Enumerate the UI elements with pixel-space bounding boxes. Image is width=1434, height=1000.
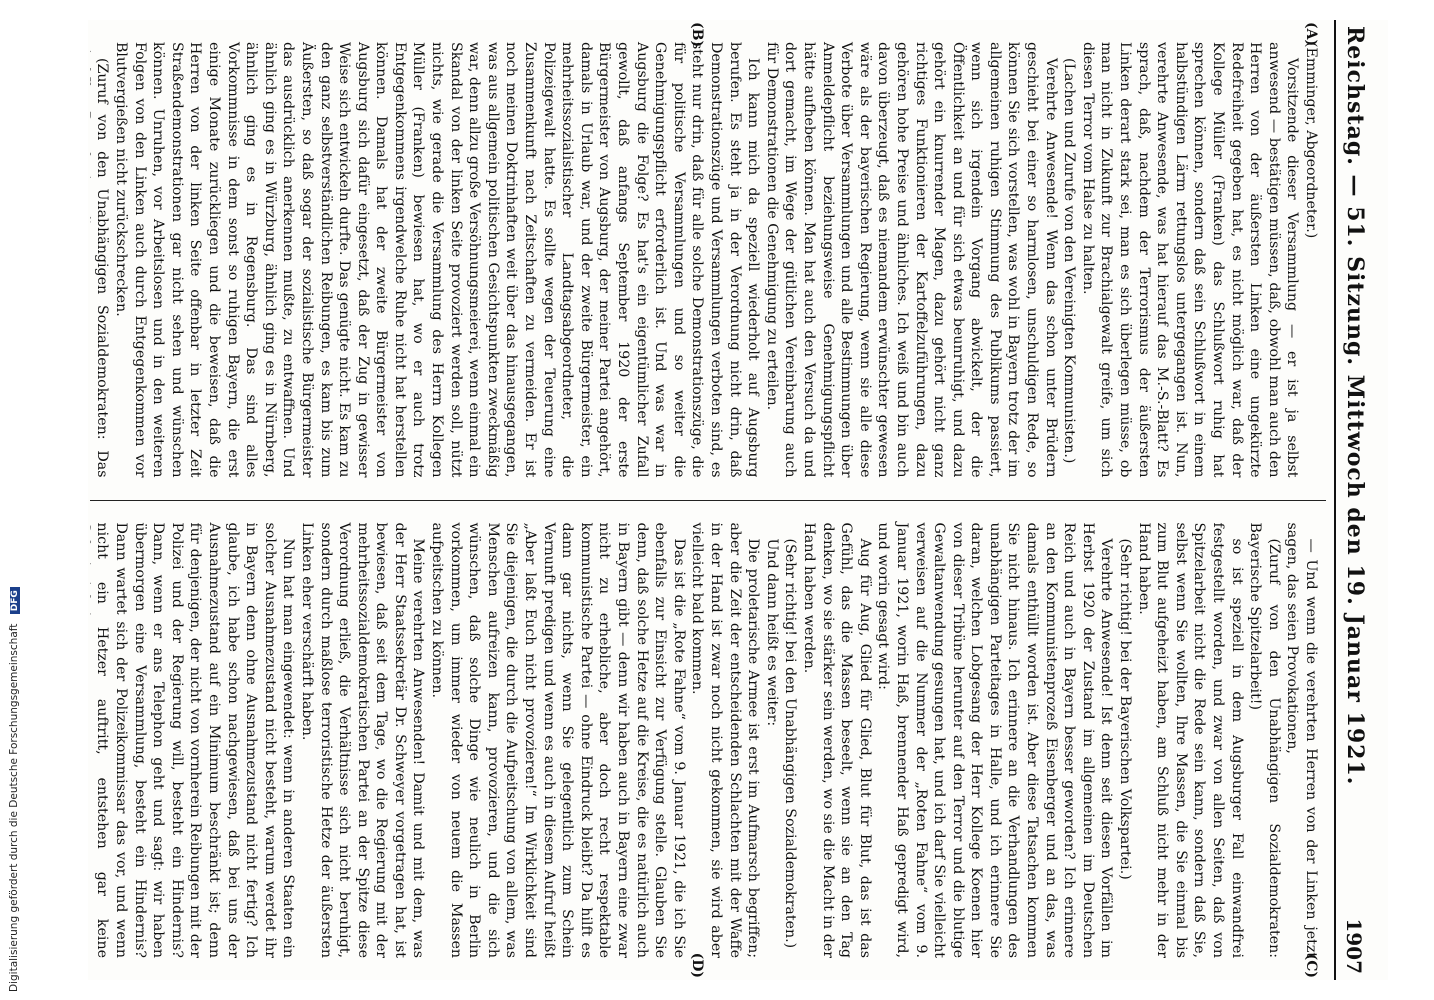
digitization-credit bbox=[8, 0, 26, 1000]
paragraph: (Sehr richtig! bei der Bayerischen Volkspartei.) bbox=[1117, 538, 1134, 880]
paragraph: Und dann heißt es weiter: bbox=[763, 538, 780, 727]
paragraph: Nun hat man eingewendet: wenn in anderen Staaten ein solcher Ausnahmezustand nicht besteht, warum werdet ihr in Bayern denn ohne Ausnahmezustand nicht fertig? Ich glaube, ich habe schon nachgewiesen, daß bei uns der Ausnahmezustand auf ein Minimum beschränkt ist; denn für denjenigen, der nicht von vornherein Reibungen mit der Polizei und der Regierung will, besteht ein Hindernis? Dann, wenn er ans Telephon geht und sagt: wir haben übermorgen eine Versammlung, besteht ein Hindernis? Dann wartet sich der Polizeikommissar das vor, und wenn nicht ein Hetzer auftritt, entstehen gar keine bbox=[94, 522, 297, 958]
paragraph: Das ist die „Rote Fahne“ vom 9. Januar 1921, die ich Sie ebenfalls zur Einsicht zur Verfügung stelle. Glauben Sie denn, daß solche Hetze auf die Kreise, die es natürlich auch in Bayern gibt — denn wir haben auch in Bayern eine zwar nicht zu erhebliche, aber doch recht respektable kommunistische Partei — ohne Eindruck bleibt? Da hilft es dann gar nichts, wenn Sie gelegentlich zum Schein Vernunft predigen und wenn es auch in diesem Aufruf heißt „Aber laßt Euch nicht provozieren!“ Im Wirklichkeit sind Sie diejenigen, die durch die Aufpeitschung von allem, was Menschen aufreizen kann, provozieren, und die sich wünschen, daß solche Dinge wie neulich in Berlin vorkommen, um immer wieder von neuem die Massen aufpeitschen zu können. bbox=[429, 522, 687, 958]
margin-letter-d: (D) bbox=[689, 952, 705, 978]
paragraph: Die proletarische Armee ist erst im Aufmarsch begriffen; aber die Zeit der entscheidenden Schlachten mit der Waffe in der Hand ist zwar noch nicht gekommen, sie wird aber vielleicht bald kommen. bbox=[689, 522, 762, 958]
margin-letter-a: (A) bbox=[1303, 22, 1319, 47]
paragraph: — Und wenn die verehrten Herren von der Linken jetzt sagen, das seien Provokationen, bbox=[1284, 522, 1319, 958]
document-page bbox=[88, 20, 1388, 980]
margin-letter-b: (B) bbox=[689, 22, 705, 48]
paragraph: Vorsitzende dieser Versammlung — er ist ja selbst anwesend — bestätigen müssen, daß, obwohl man auch den Herren von der äußersten Linken eine ungekürzte Redefreiheit gegeben hat, es nicht möglich war, daß der Kollege Müller (Franken) das Schlußwort ruhig hat sprechen können, sondern daß sein Schlußwort in einem halbstündigen Lärm rettungslos untergegangen ist. Nun, verehrte Anwesende, was hat hierauf das M.-S.-Blatt? Es sprach, daß, nachdem der Terrorismus der äußersten Linken derart stark sei, man es sich überlegen müsse, ob man nicht in Zukunft zur Brachialgewalt greife, um sich diesen Terror vom Halse zu halten. bbox=[1079, 42, 1301, 478]
paragraph: Ich kann mich da speziell wiederholt auf Augsburg berufen. Es steht ja in der Verordnung nicht drin, daß Demonstrationszüge und Versammlungen verboten sind, es steht nur drin, daß für alle solche Demonstrationszüge, die für politische Versammlungen und so weiter die Genehmigungspflicht erforderlich ist. Und was war in Augsburg die Folge? Es hat's ein eigentümlicher Zufall gewollt, daß anfangs September 1920 der erste Bürgermeister von Augsburg, der meiner Partei angehört, damals in Urlaub war, und der zweite Bürgermeister, ein mehrheitssozialistischer Landtagsabgeordneter, die Polizeigewalt hatte. Es sollte wegen der Teuerung eine Zusammenkunft nach Zeitschaften zu vermeiden. Er ist noch meinen Doktrinhaften weit über das hinausgegangen, was aus allgemein politischen Gesichtspunkten zweckmäßig war, denn allzu große Versöhnungsmeierei, wenn einmal ein Skandal von der linken Seite provoziert werden soll, nützt nichts, wie gerade die Versammlung des Herrn Kollegen Müller (Franken) bewiesen hat, wo er auch trotz Entgegenkommens irgendwelche Ruhe nicht hat herstellen können. Damals hat der zweite Bürgermeister von Augsburg sich dafür eingesetzt, daß der Zug in gewisser Weise sich entwickeln durfte. Das genügte nicht. Es kam zu den ganz selbstverständlichen Reibungen, es kam bis zum Äußersten, so daß sogar der sozialistische Bürgermeister das ausdrücklich anerkennen mußte, zu entwaffnen. Und ähnlich ging es in Würzburg, ähnlich ging es in Nürnberg, ähnlich ging es in Regensburg. Das sind alles Vorkommnisse in dem sonst so ruhigen Bayern, die erst einige Monate zurückliegen und die beweisen, daß die Herren von der linken Seite offenbar in letzter Zeit Straßendemonstrationen gar nicht sehen und wünschen können. Unruhen, vor Arbeitslosen und in den weiteren Folgen von den Linken auch durch Entgegenkommen vor Blutvergießen nicht zurückschrecken. bbox=[113, 42, 762, 478]
dfg-logo: DFG bbox=[10, 587, 20, 614]
left-column bbox=[90, 20, 1326, 500]
page-header bbox=[1334, 20, 1388, 980]
paragraph: (Zuruf von den Unabhängigen Sozialdemokraten: Das bbox=[94, 58, 111, 478]
credit-text: Digitalisierung gefördert durch die Deutsche Forschungsgemeinschaft bbox=[8, 623, 20, 992]
margin-letter-c: (C) bbox=[1303, 953, 1319, 978]
paragraph: (Lachen und Zurufe von den Vereinigten Kommunisten.) bbox=[1061, 58, 1078, 464]
paragraph: Verehrte Anwesende! Ist denn seit diesen Vorfällen im Herbst 1920 der Zustand im allgemeinen im Deutschen Reich und auch in Bayern besser geworden? Ich erinnere an den Kommunistenprozeß Eisenberger und an das, was damals enthüllt worden ist. Aber diese Tatsachen kommen Sie nicht hinaus. Ich erinnere an die Verhandlungen des unabhängigen Parteitages in Halle, und ich erinnere Sie daran, welchen Lobgesang der Herr Kollege Koenen hier von dieser Tribüne herunter auf den Terror und die blutige Gewaltanwendung gesungen hat, und ich darf Sie vielleicht verweisen auf die Nummer der „Roten Fahne“ vom 9. Januar 1921, worin Haß, brennender Haß gepredigt wird, und worin gesagt wird: bbox=[875, 522, 1115, 958]
paragraph: Meine verehrten Anwesenden! Damit und mit dem, was der Herr Staatssekretär Dr. Schweyer vorgetragen hat, ist bewiesen, daß seit dem Tage, wo die Regierung mit der mehrheitssozialdemokratischen Partei an der Spitze diese Verordnung erließ, die Verhältnisse sich nicht beruhigt, sondern durch maßlose terroristische Hetze der äußersten Linken eher verschärft haben. bbox=[298, 522, 427, 958]
page-title: Reichstag. — 51. Sitzung. Mittwoch den 19. Januar 1921. bbox=[1342, 26, 1368, 786]
paragraph: (Sehr richtig! bei den Unabhängigen Sozialdemokraten.) bbox=[782, 538, 799, 949]
paragraph: Verehrte Anwesende! Wenn das schon unter Brüdern geschieht bei einer so harmlosen, unschuldigen Rede, so können Sie sich vorstellen, was wohl in Bayern trotz der im allgemeinen ruhigen Stimmung des Publikums passiert, wenn sich irgendein Vorgang abwickelt, der die Öffentlichkeit an und für sich etwas beunruhigt, und dazu gehört ein knurrender Magen, dazu gehört nicht ganz richtiges Funktionieren der Kartoffelzuführungen, dazu gehören hohe Preise und ähnliches. Ich weiß und bin auch davon überzeugt, daß es niemandem erwünschter gewesen wäre als der bayerischen Regierung, wenn sie alle diese Verbote über Versammlungen und alle Bestimmungen über Anmeldepflicht beziehungsweise Genehmigungspflicht hätte aufheben können. Man hat auch den Versuch da und dort gemacht, im Wege der gütlichen Vereinbarung auch für Demonstrationen die Genehmigung zu erteilen. bbox=[763, 42, 1059, 478]
paragraph: so ist speziell in dem Augsburger Fall einwandfrei festgestellt worden, und zwar von allen Seiten, daß von Spitzelarbeit nicht die Rede sein kann, sondern daß Sie, selbst wenn Sie wollten, Ihre Massen, die Sie einmal bis zum Blut aufgeheizt haben, am Schluß nicht mehr in der Hand haben. bbox=[1135, 522, 1245, 958]
page-number: 1907 bbox=[1342, 918, 1366, 974]
paragraph: Aug für Aug, Glied für Glied, Blut für Blut, das ist das Gefühl, das die Massen beseelt, wenn sie an den Tag denken, wo sie stärker sein werden, wo sie die Macht in der Hand haben werden. bbox=[800, 522, 873, 958]
paragraph: (Zuruf von den Unabhängigen Sozialdemokraten: Bayerische Spitzelarbeit!) bbox=[1247, 522, 1282, 958]
right-column bbox=[90, 500, 1326, 981]
text-columns bbox=[90, 20, 1326, 980]
speaker-label: (Emminger, Abgeordneter.) bbox=[1303, 42, 1319, 239]
